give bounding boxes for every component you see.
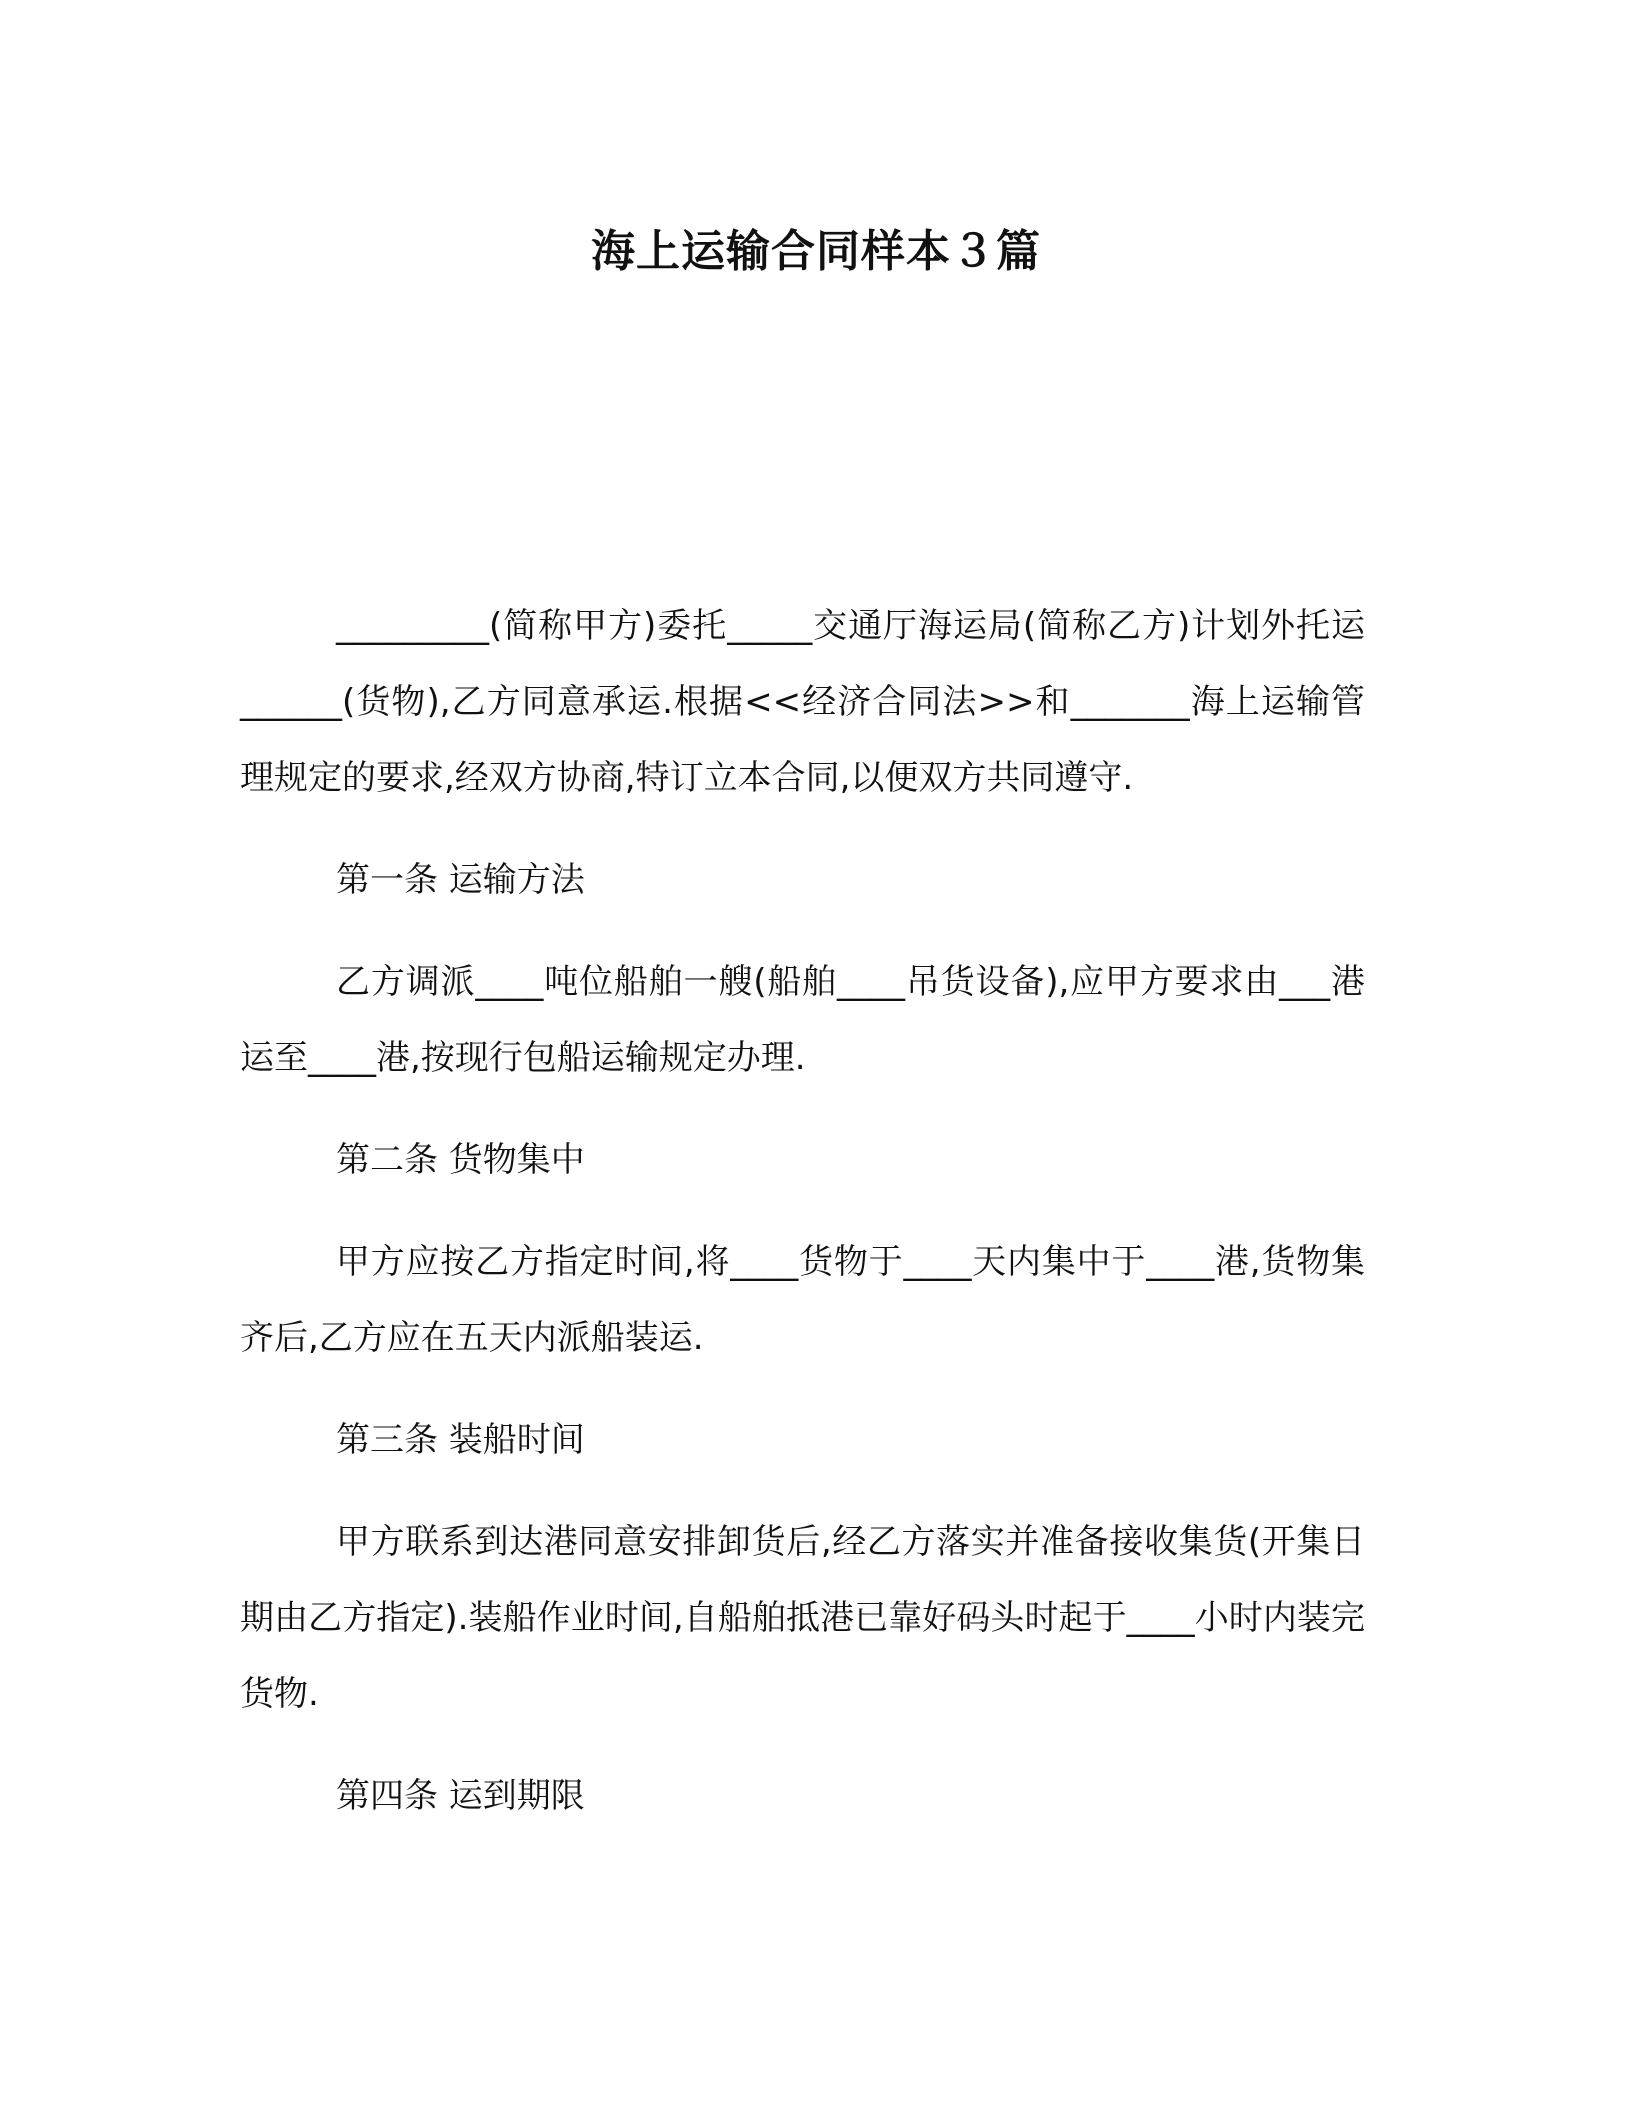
document-body [240, 588, 1365, 1834]
intro-paragraph: _________(简称甲方)委托_____交通厅海运局(简称乙方)计划外托运______(货物),乙方同意承运.根据<<经济合同法>>和_______海上运输管理规定的要求,经双方协商,特订立本合同,以便双方共同遵守. [240, 606, 1365, 798]
article-2-paragraph: 甲方应按乙方指定时间,将____货物于____天内集中于____港,货物集齐后,乙方应在五天内派船装运. [240, 1242, 1365, 1358]
document-title: 海上运输合同样本３篇 [591, 226, 1041, 277]
article-1-paragraph: 乙方调派____吨位船舶一艘(船舶____吊货设备),应甲方要求由___港运至____港,按现行包船运输规定办理. [240, 962, 1365, 1078]
article-3-paragraph: 甲方联系到达港同意安排卸货后,经乙方落实并准备接收集货(开集日期由乙方指定).装船作业时间,自船舶抵港已靠好码头时起于____小时内装完货物. [240, 1522, 1365, 1714]
article-3-heading: 第三条 装船时间 [336, 1420, 585, 1460]
article-2-heading: 第二条 货物集中 [336, 1140, 585, 1180]
article-1-heading: 第一条 运输方法 [336, 860, 585, 900]
article-4-heading: 第四条 运到期限 [336, 1776, 585, 1816]
